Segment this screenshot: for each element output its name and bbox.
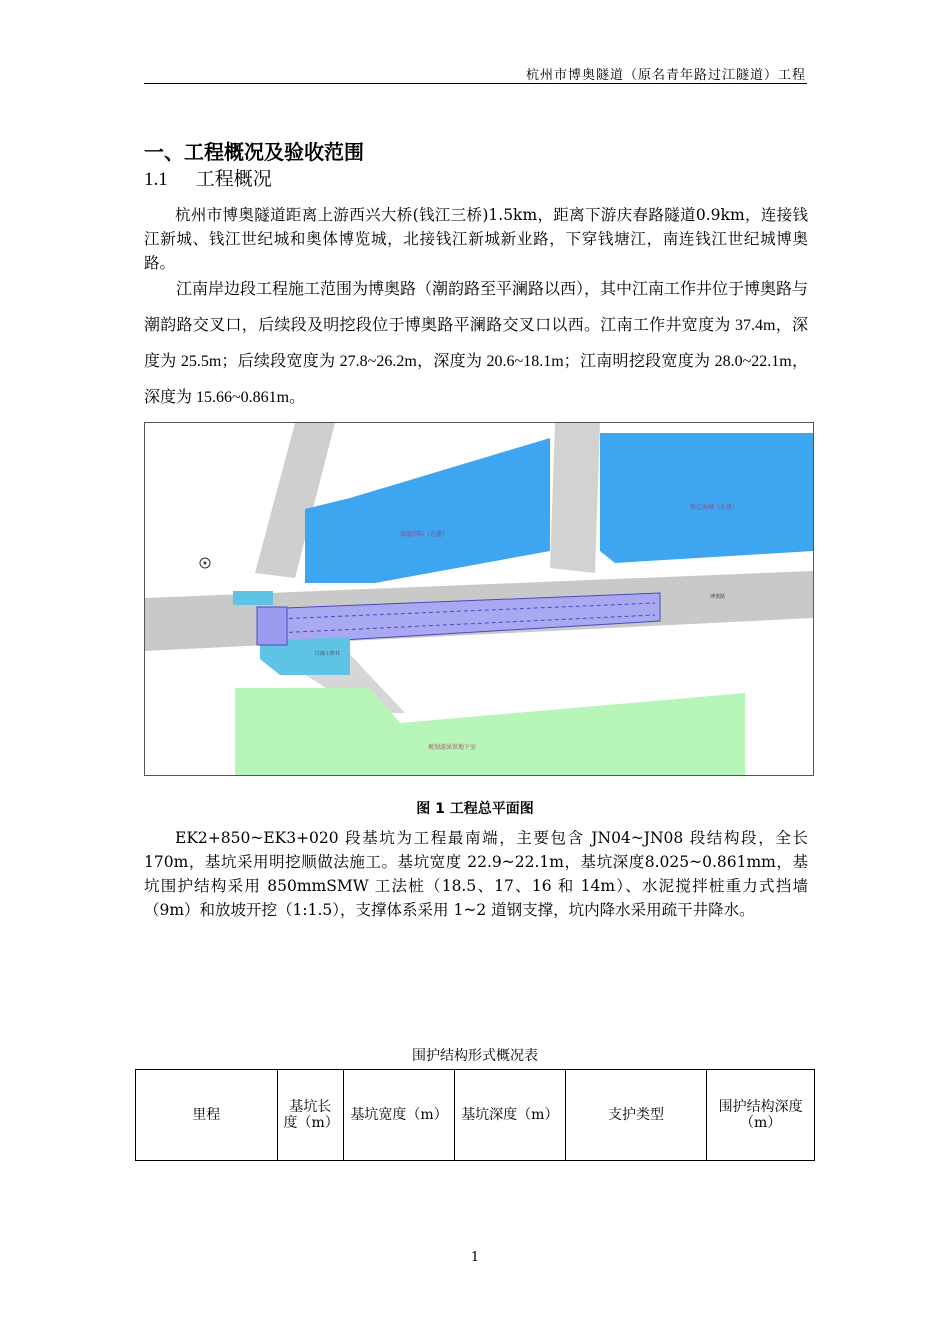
header-wall-depth: 围护结构深度（m）	[707, 1070, 815, 1161]
page-header-title: 杭州市博奥隧道（原名青年路过江隧道）工程	[525, 68, 806, 83]
road-label: 博奥路	[710, 594, 726, 600]
north-road	[550, 423, 600, 573]
park-label: 规划游泳馆地下室	[428, 744, 477, 751]
subsection-title: 工程概况	[195, 168, 272, 190]
header-length: 基坑长度（m）	[277, 1070, 344, 1161]
header-mileage: 里程	[136, 1070, 278, 1161]
paragraph-excavation: EK2+850~EK3+020 段基坑为工程最南端，主要包含 JN04~JN08 段结构段，全长 170m，基坑采用明挖顺做法施工。基坑宽度 22.9~22.1m，基坑深度8.025~0.861mm，基坑围护结构采用 850mmSMW 工法桩（18.5、17、16 和 14m）、水泥搅拌桩重力式挡墙（9m）和放坡开挖（1:1.5），支撑体系采用 1~2 道钢支撑，坑内降水采用疏干井降水。	[144, 829, 808, 919]
shaft-north-wing	[233, 591, 273, 605]
work-shaft	[257, 607, 287, 645]
figure-caption: 图 1 工程总平面图	[416, 801, 534, 817]
right-block-label: 保亿海城（在建）	[690, 504, 739, 511]
paragraph-location: 杭州市博奥隧道距离上游西兴大桥(钱江三桥)1.5km，距离下游庆春路隧道0.9km，连接钱江新城、钱江世纪城和奥体博览城，北接钱江新城新业路，下穿钱塘江，南连钱江世纪城博奥路。	[144, 206, 808, 272]
right-building-block	[600, 433, 813, 563]
header-support-type: 支护类型	[565, 1070, 707, 1161]
subsection-heading	[144, 164, 272, 191]
subsection-number: 1.1	[144, 169, 168, 190]
header-width: 基坑宽度（m）	[344, 1070, 455, 1161]
left-building-block	[305, 438, 550, 583]
table-header-row	[136, 1070, 815, 1161]
header-divider	[144, 83, 807, 84]
table-caption: 围护结构形式概况表	[412, 1048, 538, 1064]
retaining-structure-table	[135, 1069, 815, 1161]
header-depth: 基坑深度（m）	[454, 1070, 565, 1161]
left-block-label: 深蓝国际（在建）	[400, 531, 449, 538]
paragraph-scope: 江南岸边段工程施工范围为博奥路（潮韵路至平澜路以西），其中江南工作井位于博奥路与潮韵路交叉口，后续段及明挖段位于博奥路平澜路交叉口以西。江南工作井宽度为 37.4m，深度为 25.5m；后续段宽度为 27.8~26.2m，深度为 20.6~18.1m；江南明挖段宽度为 28.0~22.1m，深度为 15.66~0.861m。	[144, 281, 809, 406]
site-plan-figure	[144, 422, 814, 776]
shaft-label: 江南工作井	[315, 651, 341, 657]
page-number: 1	[470, 1250, 480, 1265]
site-plan-drawing	[145, 423, 813, 775]
planned-park	[235, 688, 745, 775]
section-heading: 一、工程概况及验收范围	[144, 140, 364, 164]
